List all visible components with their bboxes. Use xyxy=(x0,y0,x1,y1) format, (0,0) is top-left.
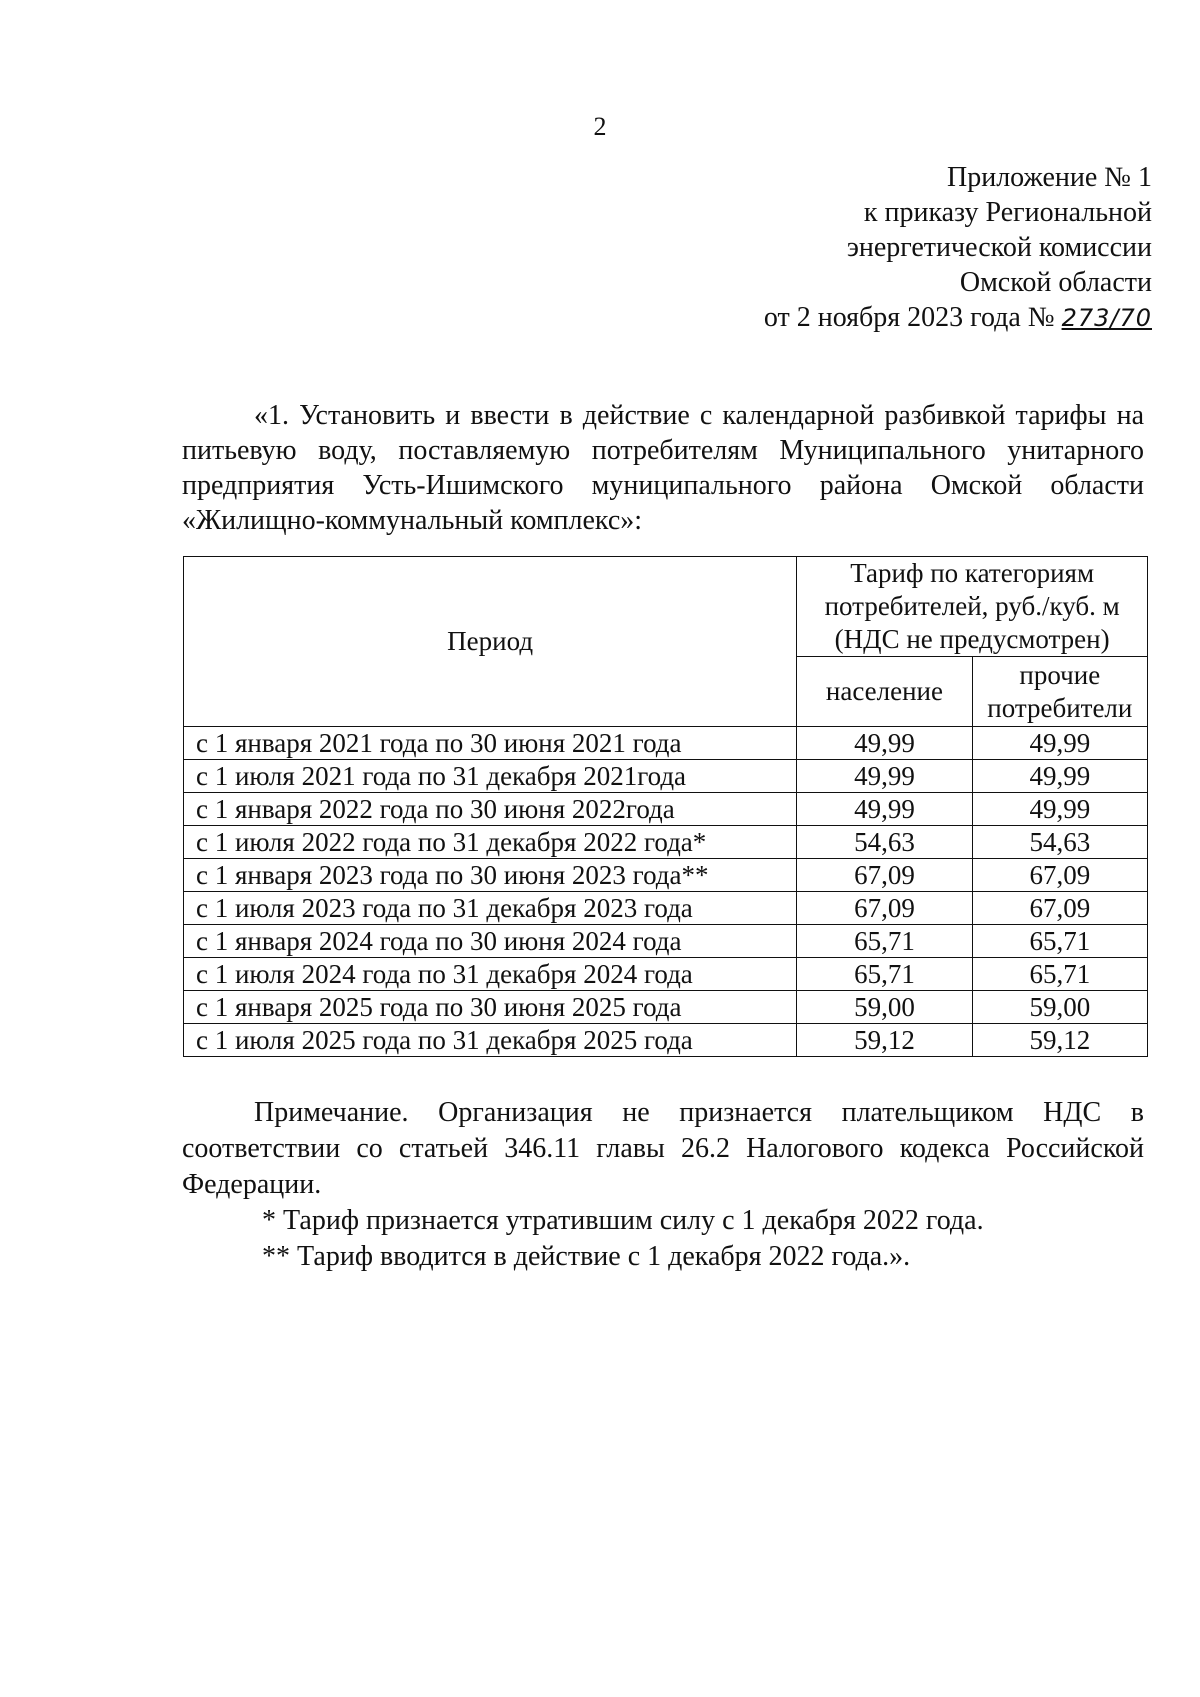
row-other-tariff: 49,99 xyxy=(972,760,1147,793)
row-other-tariff: 49,99 xyxy=(972,727,1147,760)
appendix-line-3: энергетической комиссии xyxy=(846,232,1152,263)
table-row xyxy=(184,991,1148,1024)
table-row xyxy=(184,760,1148,793)
note-main-text: Примечание. Организация не признается плательщиком НДС в соответствии со статьей 346.11 главы 26.2 Налогового кодекса Российской Федерации. xyxy=(182,1097,1144,1200)
appendix-date-line xyxy=(764,300,1152,336)
page-number: 2 xyxy=(593,112,607,141)
row-population-tariff: 59,12 xyxy=(797,1024,972,1057)
row-other-tariff: 59,00 xyxy=(972,991,1147,1024)
row-period: с 1 января 2025 года по 30 июня 2025 года xyxy=(184,991,797,1024)
row-population-tariff: 49,99 xyxy=(797,727,972,760)
appendix-header xyxy=(764,160,1152,336)
appendix-line-1: Приложение № 1 xyxy=(947,162,1152,193)
row-period: с 1 января 2023 года по 30 июня 2023 года** xyxy=(184,859,797,892)
row-other-tariff: 59,12 xyxy=(972,1024,1147,1057)
table-row xyxy=(184,826,1148,859)
intro-paragraph: «1. Установить и ввести в действие с календарной разбивкой тарифы на питьевую воду, поставляемую потребителям Муниципального унитарного предприятия Усть-Ишимского муниципального района Омской области «Жилищно-коммунальный комплекс»: xyxy=(182,400,1144,536)
row-population-tariff: 49,99 xyxy=(797,760,972,793)
appendix-date-prefix: от 2 ноября 2023 года № xyxy=(763,302,1062,333)
row-period: с 1 июля 2023 года по 31 декабря 2023 года xyxy=(184,892,797,925)
row-other-tariff: 67,09 xyxy=(972,892,1147,925)
header-tariff: Тариф по категориям потребителей, руб./куб. м (НДС не предусмотрен) xyxy=(797,557,1148,657)
row-other-tariff: 49,99 xyxy=(972,793,1147,826)
row-other-tariff: 67,09 xyxy=(972,859,1147,892)
table-row xyxy=(184,727,1148,760)
header-population: население xyxy=(797,657,972,727)
table-row xyxy=(184,793,1148,826)
row-population-tariff: 54,63 xyxy=(797,826,972,859)
table-row xyxy=(184,892,1148,925)
row-population-tariff: 65,71 xyxy=(797,958,972,991)
footnote-two: ** Тариф вводится в действие с 1 декабря 2022 года.». xyxy=(262,1241,911,1272)
row-other-tariff: 54,63 xyxy=(972,826,1147,859)
row-population-tariff: 49,99 xyxy=(797,793,972,826)
table-row xyxy=(184,859,1148,892)
order-number: 273/70 xyxy=(1061,304,1152,332)
row-period: с 1 июля 2022 года по 31 декабря 2022 года* xyxy=(184,826,797,859)
row-period: с 1 июля 2024 года по 31 декабря 2024 года xyxy=(184,958,797,991)
header-period: Период xyxy=(184,557,797,727)
footnote-one: * Тариф признается утратившим силу с 1 декабря 2022 года. xyxy=(262,1205,984,1236)
row-other-tariff: 65,71 xyxy=(972,925,1147,958)
row-period: с 1 июля 2025 года по 31 декабря 2025 года xyxy=(184,1024,797,1057)
tariff-table xyxy=(183,556,1148,1057)
note-block xyxy=(182,1095,1144,1275)
row-population-tariff: 65,71 xyxy=(797,925,972,958)
row-period: с 1 января 2024 года по 30 июня 2024 года xyxy=(184,925,797,958)
appendix-line-4: Омской области xyxy=(959,267,1152,298)
row-population-tariff: 67,09 xyxy=(797,892,972,925)
header-other: прочие потребители xyxy=(972,657,1147,727)
row-period: с 1 января 2022 года по 30 июня 2022года xyxy=(184,793,797,826)
row-period: с 1 июля 2021 года по 31 декабря 2021года xyxy=(184,760,797,793)
table-row xyxy=(184,1024,1148,1057)
row-population-tariff: 59,00 xyxy=(797,991,972,1024)
appendix-line-2: к приказу Региональной xyxy=(863,197,1152,228)
table-row xyxy=(184,925,1148,958)
row-period: с 1 января 2021 года по 30 июня 2021 года xyxy=(184,727,797,760)
row-population-tariff: 67,09 xyxy=(797,859,972,892)
table-row xyxy=(184,958,1148,991)
row-other-tariff: 65,71 xyxy=(972,958,1147,991)
